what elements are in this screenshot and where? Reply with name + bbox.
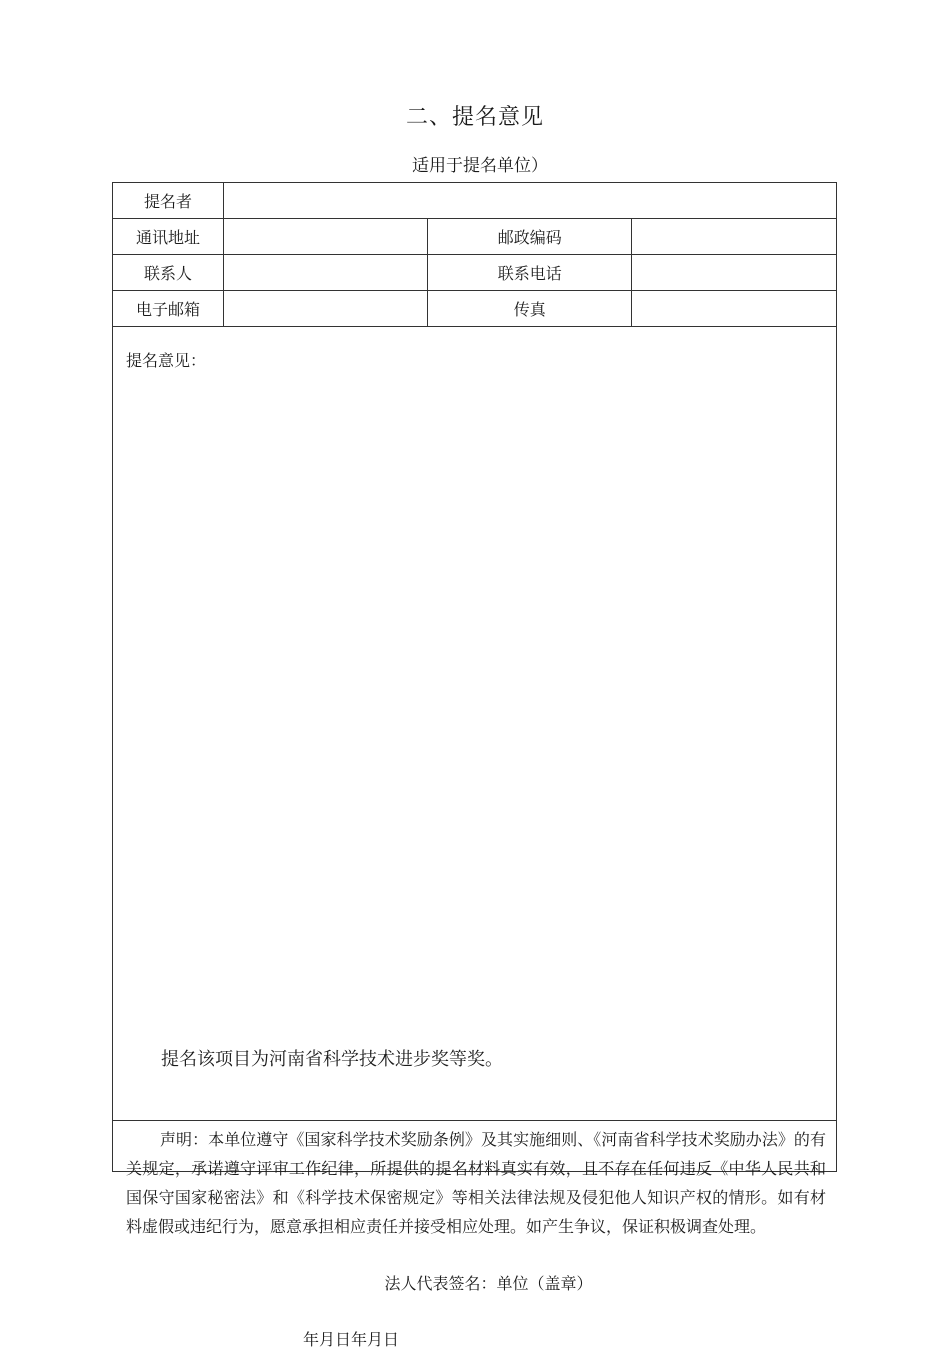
contact-person-label: 联系人 [113, 255, 224, 291]
fax-label: 传真 [428, 291, 632, 327]
table-row [113, 219, 836, 255]
table-row [113, 183, 836, 219]
table-row [113, 255, 836, 291]
phone-label: 联系电话 [428, 255, 632, 291]
contact-info-table [113, 183, 836, 327]
signature-line: 法人代表签名：单位（盖章） [384, 1274, 593, 1293]
nomination-form [112, 182, 837, 1349]
address-label: 通讯地址 [113, 219, 224, 255]
date-line: 年月日年月日 [303, 1330, 400, 1349]
page-title: 二、提名意见 [405, 105, 544, 130]
opinion-label: 提名意见： [126, 351, 207, 370]
page-subtitle: 适用于提名单位） [412, 156, 548, 176]
declaration-section [113, 1121, 836, 1371]
table-row [113, 291, 836, 327]
email-field[interactable] [224, 291, 428, 327]
postcode-field[interactable] [632, 219, 836, 255]
contact-person-field[interactable] [224, 255, 428, 291]
declaration-text: 声明：本单位遵守《国家科学技术奖励条例》及其实施细则、《河南省科学技术奖励办法》的有关规定，承诺遵守评审工作纪律，所提供的提名材料真实有效，且不存在任何违反《中华人民共和国保守国家秘密法》和《科学技术保密规定》等相关法律法规及侵犯他人知识产权的情形。如有材料虚假或违纪行为，愿意承担相应责任并接受相应处理。如产生争议，保证积极调查处理。 [126, 1130, 826, 1236]
nominator-field[interactable] [224, 183, 837, 219]
nominator-label: 提名者 [113, 183, 224, 219]
fax-field[interactable] [632, 291, 836, 327]
opinion-statement: 提名该项目为河南省科学技术进步奖等奖。 [161, 1049, 503, 1070]
phone-field[interactable] [632, 255, 836, 291]
opinion-section[interactable] [113, 329, 836, 1121]
address-field[interactable] [224, 219, 428, 255]
postcode-label: 邮政编码 [428, 219, 632, 255]
email-label: 电子邮箱 [113, 291, 224, 327]
